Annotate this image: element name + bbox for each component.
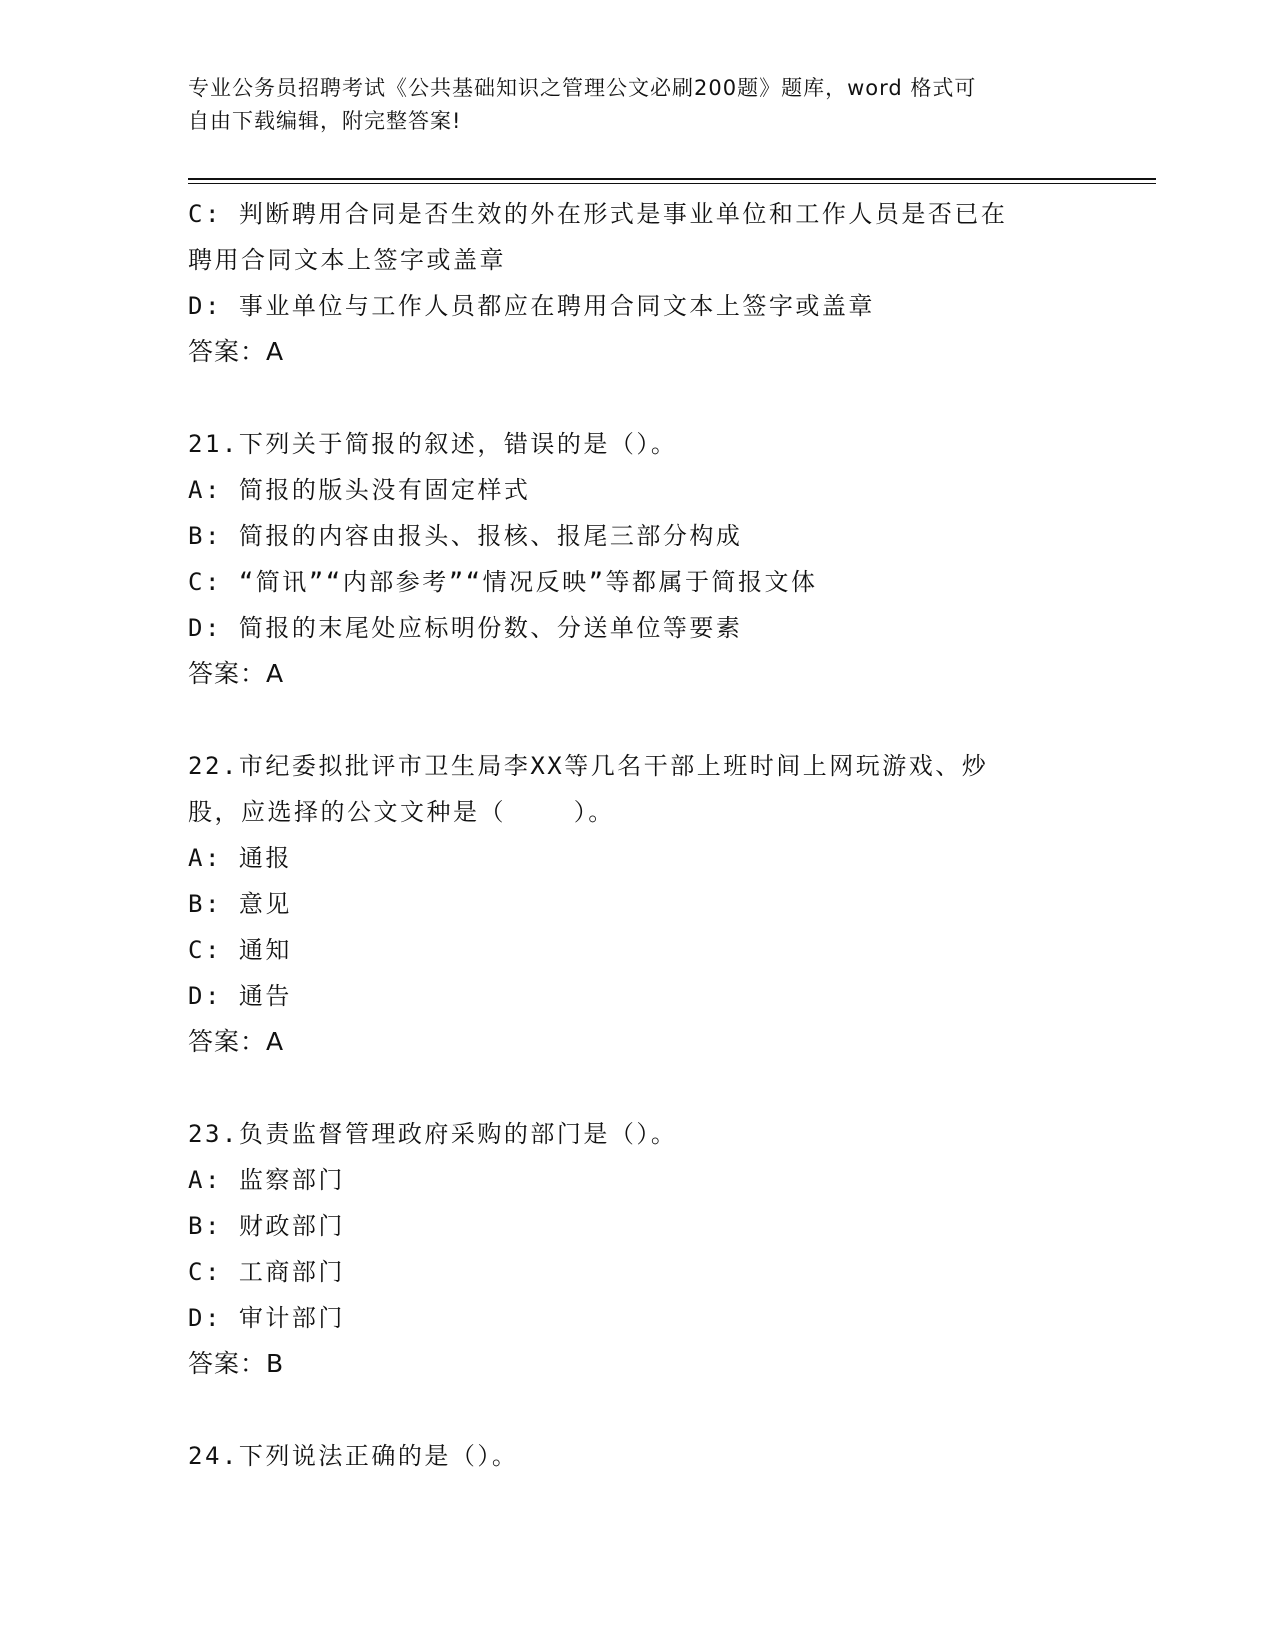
question-stem-line-2: 股，应选择的公文文种是（ ）。 (188, 798, 615, 826)
document-header (188, 72, 1068, 138)
question-stem: 23.负责监督管理政府采购的部门是（）。 (188, 1120, 678, 1148)
answer-line: 答案：B (188, 1349, 285, 1378)
question-stem: 24.下列说法正确的是（）。 (188, 1442, 519, 1470)
option-c: C: 工商部门 (188, 1258, 345, 1286)
question-23 (188, 1111, 1088, 1387)
header-title-line-1: 专业公务员招聘考试《公共基础知识之管理公文必刷200题》题库，word 格式可 (188, 76, 977, 100)
answer-line: 答案：A (188, 1027, 285, 1056)
option-a: A: 监察部门 (188, 1166, 345, 1194)
question-content (188, 191, 1088, 1479)
option-d: D: 事业单位与工作人员都应在聘用合同文本上签字或盖章 (188, 292, 875, 320)
question-20-continued (188, 191, 1088, 375)
question-21 (188, 421, 1088, 697)
option-a: A: 通报 (188, 844, 292, 872)
question-22 (188, 743, 1088, 1065)
spacer (188, 375, 1088, 421)
header-divider-thick (188, 178, 1156, 180)
option-c: C: “简讯”“内部参考”“情况反映”等都属于简报文体 (188, 568, 818, 596)
answer-line: 答案：A (188, 659, 285, 688)
option-c-line-2: 聘用合同文本上签字或盖章 (188, 246, 506, 274)
question-stem-line-1: 22.市纪委拟批评市卫生局李XX等几名干部上班时间上网玩游戏、炒 (188, 752, 989, 780)
option-d: D: 简报的末尾处应标明份数、分送单位等要素 (188, 614, 743, 642)
answer-line: 答案：A (188, 337, 285, 366)
spacer (188, 1065, 1088, 1111)
question-24 (188, 1433, 1088, 1479)
option-d: D: 通告 (188, 982, 292, 1010)
option-d: D: 审计部门 (188, 1304, 345, 1332)
option-c: C: 通知 (188, 936, 292, 964)
header-title-line-2: 自由下载编辑，附完整答案! (188, 109, 462, 133)
option-b: B: 财政部门 (188, 1212, 345, 1240)
option-a: A: 简报的版头没有固定样式 (188, 476, 531, 504)
spacer (188, 697, 1088, 743)
header-divider-thin (188, 183, 1156, 184)
option-b: B: 简报的内容由报头、报核、报尾三部分构成 (188, 522, 743, 550)
question-stem: 21.下列关于简报的叙述，错误的是（）。 (188, 430, 678, 458)
option-b: B: 意见 (188, 890, 292, 918)
spacer (188, 1387, 1088, 1433)
option-c-line-1: C: 判断聘用合同是否生效的外在形式是事业单位和工作人员是否已在 (188, 200, 1008, 228)
